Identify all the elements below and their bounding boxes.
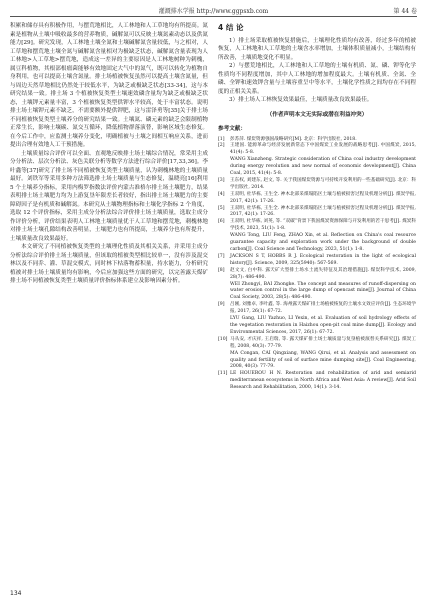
reference-item [218,351,416,372]
section-title: 4 结 论 [218,23,244,32]
reference-text: LE HOUEROU H N. Restoration and rehabilitation of arid and semiarid mediterranean ecosystems in North Africa and West Asia: A review[J]. Arid Soil Research and Rehabilitation, 2000, 14(1): 3-14. [230,371,416,391]
journal-name: 灌溉排水学报 http://www.ggpsxb.com [158,8,269,15]
reference-number: [10] [218,336,228,342]
reference-text: JACKSON S T, HOBBS R J. Ecological restoration in the light of ecological history[J]. Science, 2009, 325(5940): 567-569. [230,253,416,266]
reference-number: [8] [218,267,225,273]
reference-text: 马从安, 才庆祥, 王启瑞, 等. 露天煤矿排土场土壤质量与复垦植被演替关系研究[J]. 煤炭工程, 2008, 40(3): 77-79. [230,336,416,349]
reference-text: WEI Zhongyi, BAI Zhongke. The concept and measures of runoff-dispersing on water erosion control in the large dump of opencast mine[J]. Journal of China Coal Society, 2003, 28(5): 486-490. [230,281,416,301]
reference-text: 王双明, 杜华栋, 刘英, 等. “双碳”背景下我国煤炭资源保障与开发利用的若干思考[J]. 煤炭科学技术, 2023, 51(1): 1-8. [230,219,416,232]
reference-text: 王东权, 刘建东, 赵文, 等. 关于我国煤炭资源与可持续开发利用的一些基础研究[J]. 北京：科学出版社, 2014. [230,177,416,190]
reference-text: 彭苏萍. 煤炭资源强国战略研究[M]. 北京：科学出版社, 2018. [230,136,357,142]
conclusion-paragraph: 3）排土场人工林恢复效果最佳，土壤质量改良效果最佳。 [229,97,373,103]
references-title: 参考文献： [218,126,246,132]
reference-item [218,192,416,206]
volume-label: 第 44 卷 [393,8,417,15]
reference-text: 王双明, 杜华栋, 王生全. 神木北部采煤塌陷区土壤与植被损害过程及机理分析[J]. 煤炭学报, 2017, 42(1): 17-26. [230,191,416,204]
reference-item [218,157,416,178]
reference-number: [2] [218,143,225,149]
reference-item [218,254,416,268]
reference-item [218,219,416,233]
reference-item [218,302,416,316]
reference-list [218,137,416,393]
body-paragraph: 本文研究了不同植被恢复类型的土壤理化性质及其相关关系，并采用主成分分析法综合评价排土场土壤质量，但该取的植被类型相比较单一，没有涉及混交林以及不同乔、灌、草混交模式，同时林下枯落物蓄积量，持水能力，分析研究植被对排土场土壤质量均有影响，今后应加强这些方面的研究，以完善露天煤矿排土场不同植被恢复类型土壤质量评价指标体系建立及影响因素分析。 [10,244,208,284]
conclusion-paragraph: 1）排土场采取植被恢复措施后，土壤理化性质均有改善，经过多年的植被恢复，人工林地和人工草地的土壤含水率增加，土壤体积质量减小，土壤结构有所改善，土壤质地变化不明显。 [218,37,416,61]
reference-text: MA Congan, CAI Qingxiang, WANG Qirui, et al. Analysis and assessment on quality and fertility of soil of surface mine dumping site[J]. Coal Engineering, 2008, 40(3): 77-79. [230,350,416,370]
reference-number: [3] [218,177,225,183]
reference-item [218,143,416,157]
reference-text: 赵文文, 白中科. 露天矿大型排土场水土流失特征及其治理措施[J]. 煤炭科学技术, 2009, 28(7): 486-490. [230,267,416,280]
conclusion-paragraph: 2）与摆荒地相比，人工林地和人工草地的土壤有机质、氮、磷、钾等化学性质均不同程度增加，其中人工林地的增加程度最大。土壤有机质、全氮、全磷、全钾和速效钾含量与土壤容重呈中等水平，土壤化学性质之间均存在不同程度的正相关关系。 [218,63,416,95]
reference-number: [11] [218,371,228,377]
reference-text: WANG Tong, LIU Feng, ZHAO Xin, et al. Reflection on China's coal resource guarantee capacity and exploration work under the background of double carbon[J]. Coal Science and Technology, 2023, 51(1): 1-8. [230,233,416,252]
reference-text: WANG Xianzheng. Strategic consideration of China coal industry development during energy revolution and new normal of economic development[J]. China Coal, 2015, 41(4): 5-8. [230,157,416,177]
reference-number: [1] [218,136,225,142]
running-header [10,4,417,17]
reference-item [218,206,416,220]
reference-text: LYU Gang, LIU Yazhuo, LI Yexin, et al. Evaluation of soil hydrology effects of the vegetation restoration in Haizhou open-pit coal mine dump[J]. Ecology and Environmental Sciences, 2017, 26(1): 67-72. [230,316,416,335]
reference-text: 王双明, 杜华栋, 王生全. 神木北部采煤塌陷区土壤与植被损害过程及机理分析[J]. 煤炭学报, 2017, 42(1): 17-26. [230,205,416,218]
reference-item [218,282,416,303]
right-column [218,22,416,392]
conflict-statement: （作者声明本文无实际或潜在利益冲突） [266,111,368,118]
reference-number: [9] [218,302,225,308]
reference-text: 吕刚, 刘雅卓, 李叶鑫, 等. 海州露天煤矿排土场植被恢复的土壤水文效应评价[J]. 生态环境学报, 2017, 26(1): 67-72. [230,302,416,315]
reference-item [218,371,416,392]
reference-number: [7] [218,253,225,259]
reference-item [218,268,416,282]
reference-item [218,316,416,337]
left-column [10,22,208,286]
body-paragraph: 积累和储存具有积极作用，与摆荒地相比，人工林地和人工草地均有所提高。氮素是植物从土壤中吸收最多的营养物质，碱解氮可以反映土壤氮素动态以及供氮能力[29]。研究发现，人工林地土壤全氮和土壤碱解氮含量较低，与之相对，人工草地和摆荒地土壤全氮与碱解氮含量相对为极缺乏状态，碱解氮含量表现为人工林地>人工草地>摆荒地，造成这一差异的主要原因是人工林地树种为刺槐，属豆科植物，其根部根瘤菌能够有效地固定大气中的氮气，既可以转化为植物自身利用，也可以提高土壤含氮量。排土场植被恢复虽然可以提高土壤含氮量，但与周边天然草地相比仍然处于较低水平，为缺乏或极缺乏状态[33-34]，这与本研究结果一致。排土场 3 个植被恢复类型土壤速效磷含量均为缺乏或极缺乏状态，土壤钾元素量丰富，3 个植被恢复类型供钾水平较高，处于丰富状态。说明排土场土壤钾元素不缺乏，不需要额外提供钾肥，这与雷泽勇等[35]关于排土场不同植被恢复类型土壤养分的研究结果一致。土壤氮、磷元素的缺乏会限制植物正常生长，影响土壤碳、氮交互循环，降低植物群落演替，影响区域生态修复。在今后工作中，应监测土壤养分变化，明确植被与土壤之间相互响应关系，进而提出合理有效地人工干预措施。 [10,23,208,148]
reference-number: [4] [218,191,225,197]
reference-item [218,178,416,192]
reference-item [218,337,416,351]
body-paragraph: 土壤质量综合评价可以全面、直观地反映排土场土壤综合情况，常采用主成分分析法、层次分析法、灰色关联分析等数学方法进行综合评价[17,33,36]。李叶鑫等[37]研究了排土场不同植被恢复类型土壤质量，认为刺槐林地的土壤质量最好。刘铁军等采用多种方法筛选排土场土壤质量与生态修复，温晓亮[16]利用 5 个土壤养分指标，采用内梅罗指数法评价内蒙古准格尔排土场土壤肥力，结果表明排土场土壤肥力均为上游复垦年限差长者较好，指出排土场土壤肥力的主要障碍因子是有机质和碱解氮。本研究从土壤物理指标和土壤化学指标 2 个角度，选取 12 个评价指标，采用主成分分析法综合评价排土场土壤质量，选取主成分作评价分析，评价结果表明人工林地土壤质量优于人工草地和摆荒地，刺槐林地对排土场土壤孔隙结构改善明显，土壤肥力也有所提高，土壤养分也有所提升，土壤质量改良效果最好。 [10,150,208,242]
reference-number: [6] [218,219,225,225]
reference-text: 王建国. 能源革命与经济发展新常态下中国煤炭工业发展的战略思考[J]. 中国煤炭, 2015, 41(4): 5-8. [230,143,416,156]
reference-number: [5] [218,205,225,211]
reference-item [218,233,416,254]
page-number: 134 [10,590,22,597]
